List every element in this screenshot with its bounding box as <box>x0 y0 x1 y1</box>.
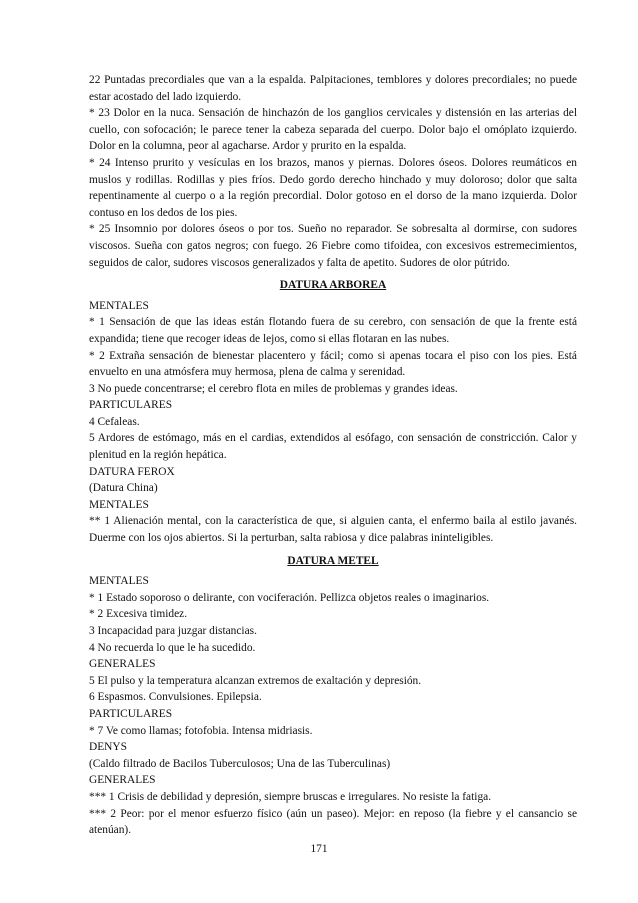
paragraph-25: * 25 Insomnio por dolores óseos o por tos. Sueño no reparador. Se sobresalta al dormirse, con sudores viscosos. Sueña con gatos negros; con fuego. 26 Fiebre como tifoidea, con excesivos estremecimientos, seguidos de calor, sudores viscosos generalizados y falta de apetito. Sudores de olor pútrido. <box>89 223 577 269</box>
entry-text: 5 Ardores de estómago, más en el cardias, extendidos al esófago, con sensación de constricción. Calor y plenitud en la región hepática. <box>89 432 577 462</box>
remedy-title: DENYS <box>89 741 127 754</box>
page-number: 171 <box>310 843 328 855</box>
entry-text: * 2 Extraña sensación de bienestar placentero y fácil; como si apenas tocara el piso con los pies. Está envuelto en una atmósfera muy hermosa, plena de calma y serenidad. <box>89 349 577 379</box>
paragraph-22: 22 Puntadas precordiales que van a la espalda. Palpitaciones, temblores y dolores precordiales; no puede estar acostado del lado izquierdo. <box>89 74 577 103</box>
entry-text: * 1 Estado soporoso o delirante, con vociferación. Pellizca objetos reales o imaginarios. <box>89 591 490 604</box>
section-label: MENTALES <box>89 299 149 312</box>
remedy-subtitle: (Caldo filtrado de Bacilos Tuberculosos; Una de las Tuberculinas) <box>89 757 391 770</box>
entry-text: 6 Espasmos. Convulsiones. Epilepsia. <box>89 691 262 704</box>
entry-text: *** 2 Peor: por el menor esfuerzo físico (aún un paseo). Mejor: en reposo (la fiebre y el cansancio se atenúan). <box>89 807 577 837</box>
entry-text: 3 Incapacidad para juzgar distancias. <box>89 625 257 637</box>
remedy-subtitle: (Datura China) <box>89 482 158 495</box>
entry-text: * 2 Excesiva timidez. <box>89 608 188 621</box>
entry-text: ** 1 Alienación mental, con la característica de que, si alguien canta, el enfermo baila al estilo javanés. Duerme con los ojos abiertos. Si la perturban, salta rabiosa y dice palabras ininteligibles. <box>89 515 577 545</box>
section-label: MENTALES <box>89 575 149 588</box>
section-label: GENERALES <box>89 774 156 787</box>
section-label: PARTICULARES <box>89 399 173 412</box>
entry-text: * 1 Sensación de que las ideas están flotando fuera de su cerebro, con sensación de que la frente está expandida; tiene que recoger ideas de lejos, como si ellas flotaran en las nubes. <box>89 316 577 345</box>
entry-text: 4 No recuerda lo que le ha sucedido. <box>89 641 256 654</box>
entry-text: 4 Cefaleas. <box>89 415 140 428</box>
section-label: GENERALES <box>89 658 156 671</box>
section-label: PARTICULARES <box>89 707 173 720</box>
heading-datura-metel: DATURA METEL <box>287 554 379 567</box>
heading-datura-arborea: DATURA ARBOREA <box>279 279 387 292</box>
paragraph-23: * 23 Dolor en la nuca. Sensación de hinchazón de los ganglios cervicales y distensión en las arterias del cuello, con sofocación; le parece tener la cabeza separada del cuerpo. Dolor bajo el omóplato izquierdo. Dolor en la columna, peor al agacharse. Ardor y prurito en la espalda. <box>89 107 577 153</box>
section-label: MENTALES <box>89 498 149 511</box>
entry-text: *** 1 Crisis de debilidad y depresión, siempre bruscas e irregulares. No resiste la fatiga. <box>89 790 492 803</box>
entry-text: * 7 Ve como llamas; fotofobia. Intensa midriasis. <box>89 724 313 737</box>
paragraph-24: * 24 Intenso prurito y vesículas en los brazos, manos y piernas. Dolores óseos. Dolores reumáticos en muslos y rodillas. Rodillas y pies fríos. Dedo gordo derecho hinchado y muy doloroso; dolor que salta repentinamente al cuerpo o a la región precordial. Dolor gotoso en el dorso de la mano izquierda. Dolor contuso en los dedos de los pies. <box>89 156 577 219</box>
remedy-title: DATURA FEROX <box>89 465 175 478</box>
entry-text: 3 No puede concentrarse; el cerebro flota en miles de problemas y grandes ideas. <box>89 382 458 395</box>
entry-text: 5 El pulso y la temperatura alcanzan extremos de exaltación y depresión. <box>89 674 422 687</box>
page-body <box>89 72 577 839</box>
